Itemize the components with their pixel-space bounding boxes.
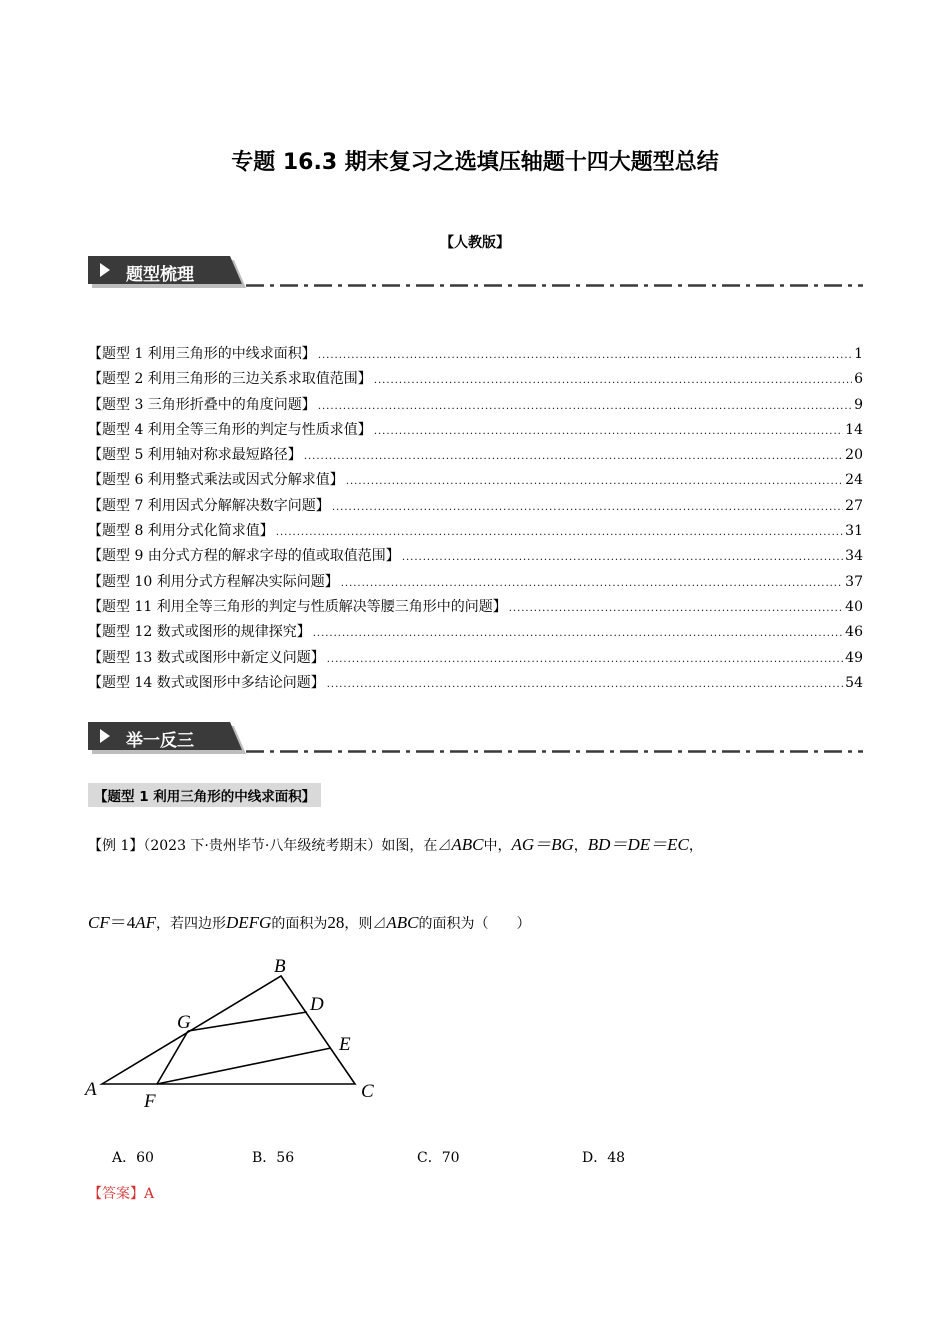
table-of-contents [88,342,863,696]
toc-row[interactable]: 【题型 5 利用轴对称求最短路径】 ..... 20 [88,443,863,468]
option-c[interactable]: C．70 [417,1150,460,1166]
toc-row[interactable]: 【题型 9 由分式方程的解求字母的值或取值范围】 ..... 34 [88,544,863,569]
toc-row[interactable]: 【题型 4 利用全等三角形的判定与性质求值】 ..... 14 [88,418,863,443]
option-b[interactable]: B．56 [252,1150,295,1166]
toc-row[interactable]: 【题型 3 三角形折叠中的角度问题】 ..... 9 [88,393,863,418]
banner-label: 题型梳理 [126,265,194,285]
label-b: B [274,956,286,977]
label-e: E [339,1034,351,1055]
dash-dot-line [246,750,863,753]
toc-row[interactable]: 【题型 13 数式或图形中新定义问题】 ..... 49 [88,646,863,671]
answer-value: A [144,1186,155,1202]
example-question-line2: CF＝4AF，若四边形DEFG的面积为28，则⊿ABC的面积为（ ） [88,913,531,932]
toc-row[interactable]: 【题型 10 利用分式方程解决实际问题】 ..... 37 [88,570,863,595]
label-a: A [85,1079,97,1100]
page-title: 专题 16.3 期末复习之选填压轴题十四大题型总结 [231,150,719,175]
section-heading: 【题型 1 利用三角形的中线求面积】 [88,783,321,807]
toc-row[interactable]: 【题型 14 数式或图形中多结论问题】 ..... 54 [88,671,863,696]
edition-label: 【人教版】 [440,235,510,251]
option-d[interactable]: D．48 [582,1150,626,1166]
label-f: F [144,1091,156,1112]
label-g: G [177,1012,191,1033]
dash-dot-line [246,284,863,287]
toc-row[interactable]: 【题型 12 数式或图形的规律探究】 ..... 46 [88,620,863,645]
label-d: D [310,994,324,1015]
segment-fe [157,1048,331,1084]
toc-row[interactable]: 【题型 11 利用全等三角形的判定与性质解决等腰三角形中的问题】 ..... 40 [88,595,863,620]
toc-row[interactable]: 【题型 7 利用因式分解解决数字问题】 ..... 27 [88,494,863,519]
banner-label: 举一反三 [126,731,194,751]
triangle-figure [80,950,390,1120]
toc-row[interactable]: 【题型 1 利用三角形的中线求面积】 ..... 1 [88,342,863,367]
practice-banner [88,722,863,758]
answer-label: 【答案】 [88,1186,144,1202]
toc-row[interactable]: 【题型 8 利用分式化简求值】 ..... 31 [88,519,863,544]
answer-line [88,1183,154,1203]
label-c: C [361,1081,374,1102]
example-question-line1: 【例 1】（2023 下·贵州毕节·八年级统考期末）如图，在⊿ABC中，AG＝BG，BD＝DE＝EC， [88,835,703,854]
toc-row[interactable]: 【题型 2 利用三角形的三边关系求取值范围】 ..... 6 [88,367,863,392]
toc-banner [88,256,863,292]
segment-gf [157,1031,188,1084]
toc-row[interactable]: 【题型 6 利用整式乘法或因式分解求值】 ..... 24 [88,468,863,493]
option-a[interactable]: A．60 [112,1150,154,1166]
triangle-abc [102,976,355,1084]
